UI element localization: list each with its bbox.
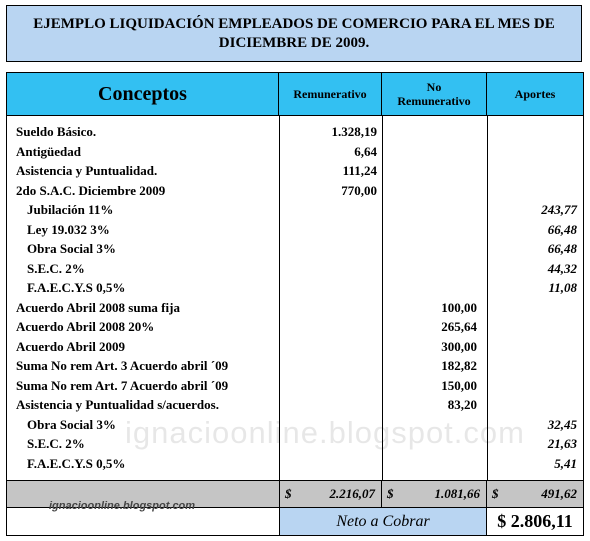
row-no-remunerativo: 150,00 xyxy=(441,377,477,393)
total-remunerativo xyxy=(279,481,382,507)
header-no-label: No xyxy=(426,80,442,94)
table-row xyxy=(7,142,583,162)
header-remunerativo-label: Remunerativo xyxy=(293,87,367,101)
row-remunerativo: 6,64 xyxy=(354,143,377,159)
row-aportes: 5,41 xyxy=(554,455,577,471)
table-row xyxy=(7,415,583,435)
row-concept: 2do S.A.C. Diciembre 2009 xyxy=(16,182,166,198)
row-concept: Obra Social 3% xyxy=(27,416,116,432)
neto-value-text: $ 2.806,11 xyxy=(497,511,573,531)
header-remunerativo xyxy=(279,73,382,116)
currency-symbol: $ xyxy=(387,486,394,501)
table-row xyxy=(7,376,583,396)
table-row xyxy=(7,395,583,415)
row-concept: Acuerdo Abril 2009 xyxy=(16,338,126,354)
currency-symbol: $ xyxy=(492,486,499,501)
row-concept: Obra Social 3% xyxy=(27,241,116,256)
row-aportes: 44,32 xyxy=(547,260,577,276)
row-concept: Asistencia y Puntualidad. xyxy=(16,163,158,178)
row-aportes: 66,48 xyxy=(547,221,577,237)
row-concept: Suma No rem Art. 3 Acuerdo abril ´09 xyxy=(16,358,229,373)
row-aportes: 11,08 xyxy=(548,280,577,295)
header-no-remunerativo-label: Remunerativo xyxy=(397,94,471,108)
row-remunerativo: 1.328,19 xyxy=(331,124,377,139)
table-row xyxy=(7,298,583,318)
table-row xyxy=(7,317,583,337)
neto-a-cobrar-label xyxy=(279,508,487,535)
title-text: EJEMPLO LIQUIDACIÓN EMPLEADOS DE COMERCIO PARA EL MES DE DICIEMBRE DE 2009. xyxy=(33,15,555,51)
table-row xyxy=(7,337,583,357)
row-no-remunerativo: 100,00 xyxy=(441,299,477,315)
table-row xyxy=(7,220,583,240)
table-row xyxy=(7,200,583,220)
row-concept: Asistencia y Puntualidad s/acuerdos. xyxy=(16,397,219,412)
row-concept: Antigüedad xyxy=(16,143,82,159)
row-concept: Ley 19.032 3% xyxy=(27,221,110,237)
row-remunerativo: 770,00 xyxy=(341,182,377,198)
table-row xyxy=(7,356,583,376)
row-aportes: 21,63 xyxy=(547,436,577,451)
row-concept: S.E.C. 2% xyxy=(27,436,85,451)
total-aportes-value: 491,62 xyxy=(541,486,577,501)
header-conceptos-label: Conceptos xyxy=(98,83,187,105)
table-row xyxy=(7,434,583,454)
header-conceptos xyxy=(7,73,279,116)
table-row xyxy=(7,161,583,181)
total-remunerativo-value: 2.216,07 xyxy=(329,486,375,501)
row-no-remunerativo: 265,64 xyxy=(441,319,477,334)
table-row xyxy=(7,454,583,474)
neto-label-text: Neto a Cobrar xyxy=(336,512,430,530)
total-no-remunerativo xyxy=(382,481,487,507)
row-aportes: 66,48 xyxy=(547,241,577,256)
row-concept: S.E.C. 2% xyxy=(27,260,85,276)
blog-credit: ignacioonline.blogspot.com xyxy=(49,500,196,512)
row-remunerativo: 111,24 xyxy=(342,163,377,178)
document-title xyxy=(6,5,582,62)
row-no-remunerativo: 300,00 xyxy=(441,338,477,354)
row-concept: F.A.E.C.Y.S 0,5% xyxy=(27,280,126,295)
row-concept: Jubilación 11% xyxy=(27,202,114,217)
table-row xyxy=(7,278,583,298)
neto-a-cobrar-value xyxy=(487,508,583,535)
watermark: ignacioonline.blogspot.com xyxy=(125,415,525,450)
table-row xyxy=(7,259,583,279)
table-row xyxy=(7,181,583,201)
row-concept: F.A.E.C.Y.S 0,5% xyxy=(27,455,126,471)
total-no-remunerativo-value: 1.081,66 xyxy=(434,486,480,501)
payroll-table xyxy=(6,72,584,536)
row-concept: Sueldo Básico. xyxy=(16,124,97,139)
table-row xyxy=(7,122,583,142)
table-row xyxy=(7,239,583,259)
currency-symbol: $ xyxy=(285,486,292,501)
row-aportes: 243,77 xyxy=(541,202,577,217)
header-no-remunerativo xyxy=(382,73,487,116)
row-concept: Acuerdo Abril 2008 20% xyxy=(16,319,155,334)
row-aportes: 32,45 xyxy=(547,416,577,432)
total-aportes xyxy=(487,481,583,507)
row-no-remunerativo: 83,20 xyxy=(447,397,477,412)
row-no-remunerativo: 182,82 xyxy=(441,358,477,373)
header-aportes xyxy=(487,73,583,116)
header-aportes-label: Aportes xyxy=(514,87,556,101)
row-concept: Acuerdo Abril 2008 suma fija xyxy=(16,299,180,315)
row-concept: Suma No rem Art. 7 Acuerdo abril ´09 xyxy=(16,377,229,393)
